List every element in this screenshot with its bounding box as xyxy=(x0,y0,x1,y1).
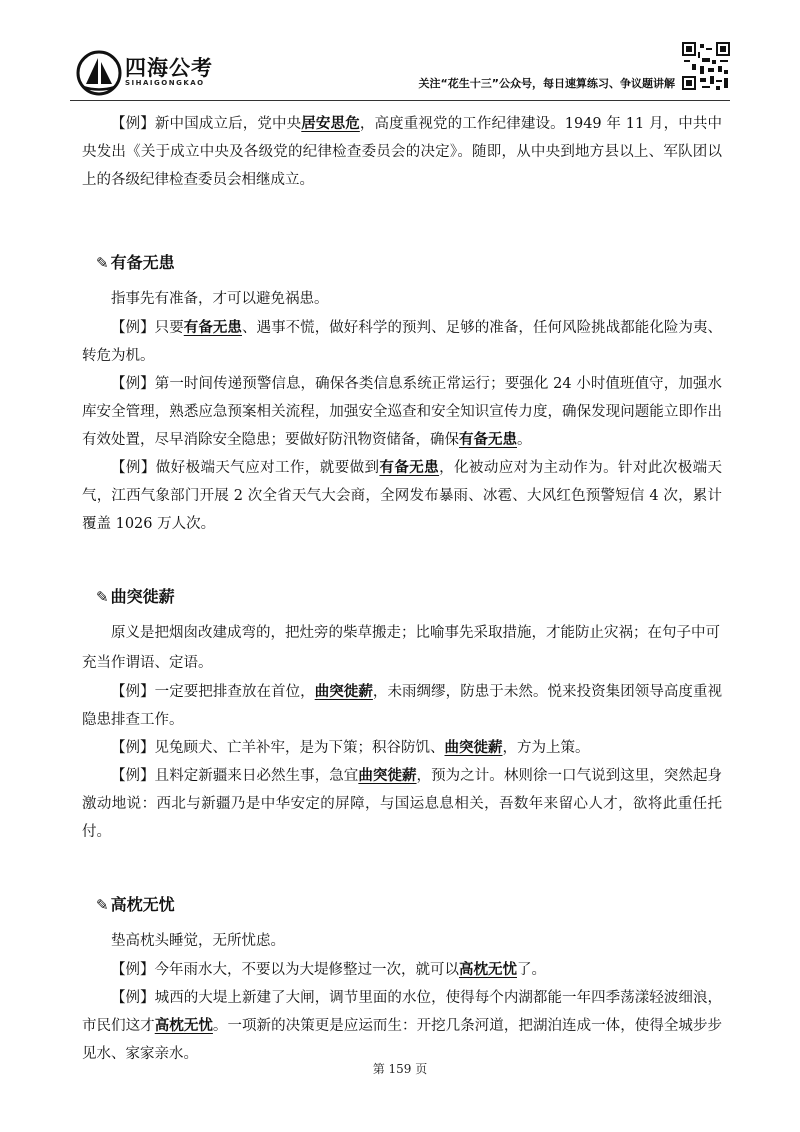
example-label: 【例】 xyxy=(111,990,155,1006)
example-keyword: 有备无患 xyxy=(183,319,242,336)
brand-name: 四海公考 xyxy=(125,56,213,80)
example-text-post: ，化被动应对为主动作为。针对此次极端天气，江西气象部门开展 2 次全省天气大会商，全网发布暴雨、冰雹、大风红色预警短信 4 次，累计覆盖 1026 万人次。 xyxy=(82,460,723,532)
example-label: 【例】 xyxy=(111,684,155,700)
example-paragraph xyxy=(82,370,722,454)
example-paragraph xyxy=(82,956,722,984)
idiom-section xyxy=(82,248,722,538)
example-label: 【例】 xyxy=(111,320,155,336)
qr-code-icon xyxy=(682,42,730,90)
content-area xyxy=(82,110,722,1068)
example-keyword: 高枕无忧 xyxy=(459,961,517,978)
header-divider xyxy=(70,100,730,101)
example-keyword: 有备无患 xyxy=(379,459,440,476)
example-text-post: 了。 xyxy=(517,962,546,978)
example-text-pre: 做好极端天气应对工作，就要做到 xyxy=(155,460,380,476)
example-text-post: 、遇事不慌，做好科学的预判、足够的准备，任何风险挑战都能化险为夷、转危为机。 xyxy=(82,320,723,364)
example-paragraph xyxy=(82,762,722,846)
example-keyword: 曲突徙薪 xyxy=(314,683,373,700)
example-text-post: ，未雨绸缪，防患于未然。悦来投资集团领导高度重视隐患排查工作。 xyxy=(82,684,723,728)
section-title xyxy=(96,582,722,612)
example-text-pre: 一定要把排查放在首位， xyxy=(154,684,315,700)
example-keyword: 居安思危 xyxy=(301,115,360,132)
example-label: 【例】 xyxy=(111,460,156,476)
section-title xyxy=(96,890,722,920)
section-title-text: 有备无患 xyxy=(110,253,175,272)
example-keyword: 曲突徙薪 xyxy=(358,767,417,784)
example-label: 【例】 xyxy=(111,740,155,756)
example-text-pre: 见兔顾犬、亡羊补牢，是为下策；积谷防饥、 xyxy=(154,740,445,756)
example-paragraph xyxy=(82,984,722,1068)
pencil-icon: ✎ xyxy=(96,588,109,606)
example-text-pre: 第一时间传递预警信息，确保各类信息系统正常运行；要强化 24 小时值班值守，加强水库安全管理，熟悉应急预案相关流程，加强安全巡查和安全知识宣传力度，确保发现问题能立即作出有效处置，尽早消除安全隐患；要做好防汛物资储备，确保 xyxy=(82,376,723,448)
definition: 指事先有准备，才可以避免祸患。 xyxy=(111,291,329,307)
section-title-text: 高枕无忧 xyxy=(110,895,175,914)
example-text-pre: 只要 xyxy=(154,320,184,336)
page-number: 第 159 页 xyxy=(372,1062,428,1076)
example-paragraph xyxy=(82,678,722,734)
example-text-pre: 新中国成立后，党中央 xyxy=(154,116,302,132)
example-label: 【例】 xyxy=(111,116,155,132)
example-label: 【例】 xyxy=(111,376,155,392)
example-text-pre: 城西的大堤上新建了大闸，调节里面的水位，使得每个内湖都能一年四季荡漾轻波细浪，市民们这才 xyxy=(82,990,723,1034)
pencil-icon: ✎ xyxy=(96,896,109,914)
header-tagline: 关注“花生十三”公众号，每日速算练习、争议题讲解 xyxy=(418,77,675,90)
example-keyword: 有备无患 xyxy=(459,431,517,448)
example-text-pre: 且料定新疆来日必然生事，急宜 xyxy=(154,768,359,784)
example-text-pre: 今年雨水大，不要以为大堤修整过一次，就可以 xyxy=(154,962,459,978)
pencil-icon: ✎ xyxy=(96,254,109,272)
example-keyword: 曲突徙薪 xyxy=(444,739,503,756)
example-paragraph xyxy=(82,314,722,370)
brand-subtitle: SIHAIGONGKAO xyxy=(125,79,205,87)
example-label: 【例】 xyxy=(111,962,155,978)
example-keyword: 高枕无忧 xyxy=(154,1017,213,1034)
example-text-post: ，方为上策。 xyxy=(502,740,590,756)
example-text-post: 。一项新的决策更是应运而生：开挖几条河道，把湖泊连成一体，使得全城步步见水、家家亲水。 xyxy=(82,1018,723,1062)
page-header xyxy=(70,40,730,100)
example-label: 【例】 xyxy=(111,768,155,784)
definition: 原义是把烟囱改建成弯的，把灶旁的柴草搬走；比喻事先采取措施，才能防止灾祸；在句子中可充当作谓语、定语。 xyxy=(82,625,720,671)
example-text-post: ，高度重视党的工作纪律建设。1949 年 11 月，中共中央发出《关于成立中央及各级党的纪律检查委员会的决定》。随即，从中央到地方县以上、军队团以上的各级纪律检查委员会相继成立。 xyxy=(82,116,723,188)
section-title-text: 曲突徙薪 xyxy=(110,587,175,606)
sailboat-logo-icon xyxy=(76,50,122,96)
definition: 垫高枕头睡觉，无所忧虑。 xyxy=(111,933,285,949)
example-paragraph xyxy=(82,734,722,762)
idiom-section xyxy=(82,582,722,846)
idiom-section xyxy=(82,890,722,1068)
example-text-post: ，预为之计。林则徐一口气说到这里，突然起身激动地说：西北与新疆乃是中华安定的屏障，与国运息息相关，吾数年来留心人才，欲将此重任托付。 xyxy=(82,768,723,840)
example-text-post: 。 xyxy=(517,432,532,448)
intro-example xyxy=(82,110,722,194)
example-paragraph xyxy=(82,454,722,538)
section-title xyxy=(96,248,722,278)
